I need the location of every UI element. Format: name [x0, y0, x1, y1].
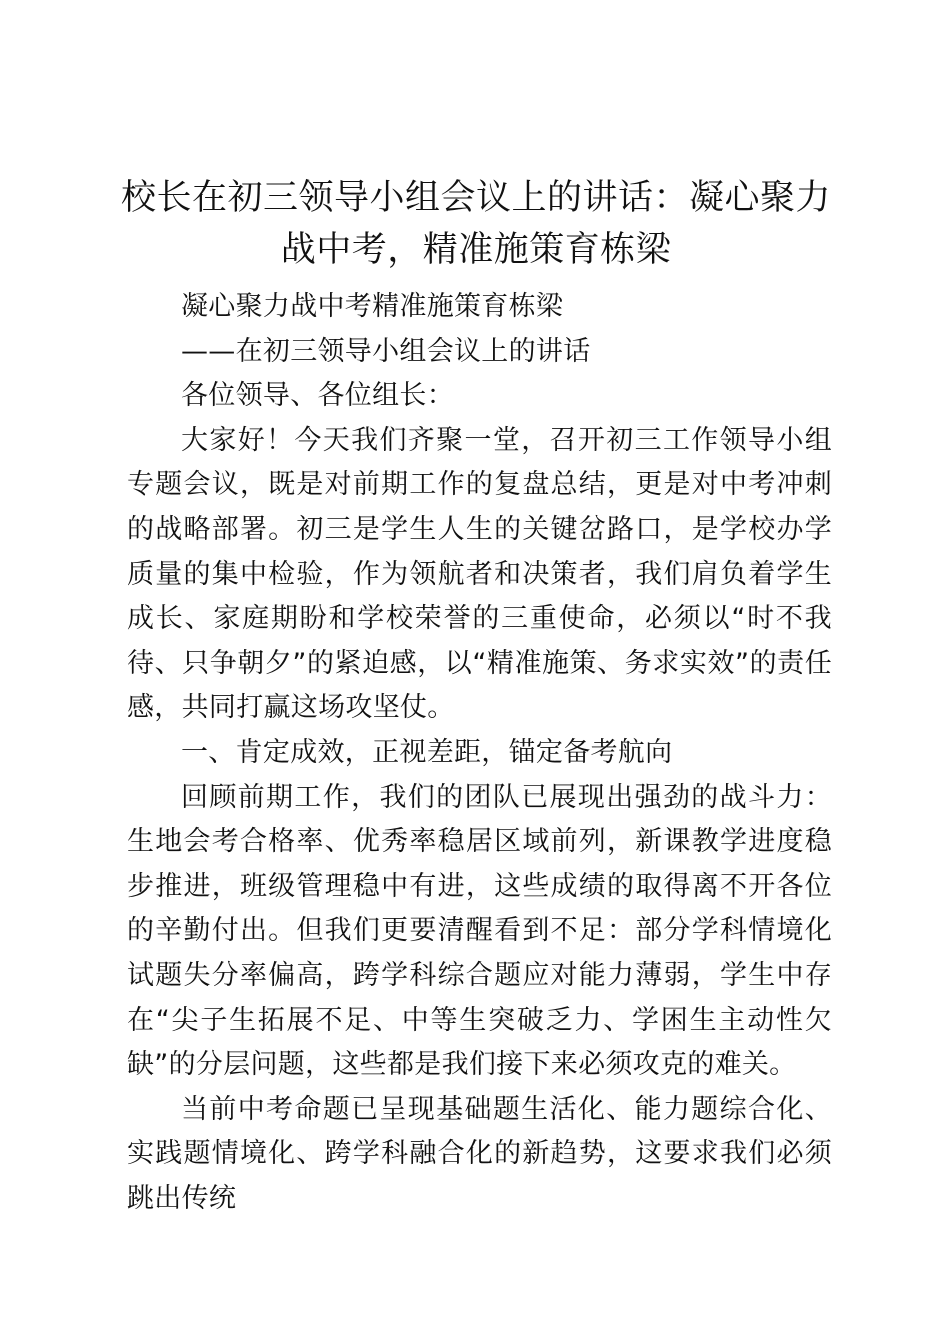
subtitle-line: 凝心聚力战中考精准施策育栋梁	[181, 291, 564, 322]
subtitle-caption: ——在初三领导小组会议上的讲话	[181, 335, 591, 367]
body-paragraph: 当前中考命题已呈现基础题生活化、能力题综合化、实践题情境化、跨学科融合化的新趋势，这要求我们必须跳出传统	[127, 1093, 832, 1214]
body-paragraph: 大家好！今天我们齐聚一堂，召开初三工作领导小组专题会议，既是对前期工作的复盘总结，更是对中考冲刺的战略部署。初三是学生人生的关键岔路口，是学校办学质量的集中检验，作为领航者和决策者，我们肩负着学生成长、家庭期盼和学校荣誉的三重使命，必须以“时不我待、只争朝夕”的紧迫感，以“精准施策、务求实效”的责任感，共同打赢这场攻坚仗。	[127, 424, 832, 724]
document-body	[127, 285, 832, 1221]
salutation: 各位领导、各位组长：	[181, 380, 454, 412]
body-paragraph: 回顾前期工作，我们的团队已展现出强劲的战斗力：生地会考合格率、优秀率稳居区域前列，新课教学进度稳步推进，班级管理稳中有进，这些成绩的取得离不开各位的辛勤付出。但我们更要清醒看到不足：部分学科情境化试题失分率偏高，跨学科综合题应对能力薄弱，学生中存在“尖子生拓展不足、中等生突破乏力、学困生主动性欠缺”的分层问题，这些都是我们接下来必须攻克的难关。	[127, 781, 832, 1081]
section-heading: 一、肯定成效，正视差距，锚定备考航向	[181, 736, 673, 768]
document-title: 校长在初三领导小组会议上的讲话：凝心聚力战中考，精准施策育栋梁	[120, 178, 831, 270]
